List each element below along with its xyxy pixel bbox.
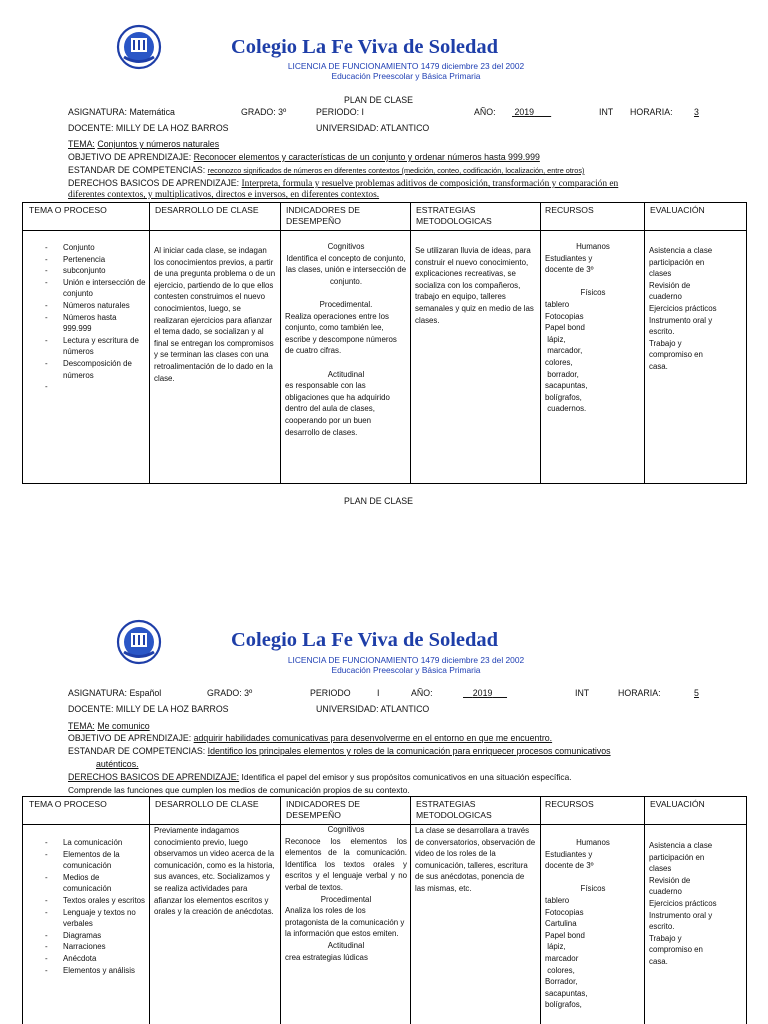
tema-value: Me comunico [97, 721, 150, 731]
docente-value: MILLY DE LA HOZ BARROS [115, 123, 229, 133]
grado-label: GRADO: [207, 688, 242, 698]
periodo-label: PERIODO [310, 688, 351, 698]
evaluacion-item: Asistencia a clase [649, 246, 713, 255]
estandar-label: ESTANDAR DE COMPETENCIAS: [68, 165, 206, 175]
list-item: - Conjunto [45, 243, 95, 252]
license-line: LICENCIA DE FUNCIONAMIENTO 1479 diciembre 23 del 2002 [287, 655, 525, 665]
temas-list [45, 837, 147, 976]
evaluacion-item: compromiso en [649, 945, 703, 955]
periodo-row [316, 107, 364, 118]
docente-label: DOCENTE: [68, 704, 114, 714]
objetivo-row [68, 152, 540, 163]
col-header-recursos: RECURSOS [545, 799, 594, 809]
list-item: - Números hasta 999.999 [45, 312, 117, 334]
recurso-item: docente de 3º [545, 265, 594, 275]
evaluacion-item: Asistencia a clase [649, 841, 713, 850]
recurso-item: docente de 3º [545, 861, 594, 871]
evaluacion-item: escrito. [649, 922, 675, 932]
grado-row [241, 107, 286, 118]
temas-list: - Conjunto - Pertenencia - subconjunto - Unión e intersección de conjunto - Números naturales - Números hasta 999.999 - Lectura y escritura de números - Descomposición de números - [45, 243, 146, 392]
col-header-desarrollo: DESARROLLO DE CLASE [155, 799, 259, 809]
list-item: - Diagramas [45, 930, 102, 940]
derechos-value-2: diferentes contextos, y multiplicativos, directos e inversos, en diferentes contextos. [68, 190, 380, 200]
evaluacion-item: compromiso en [649, 350, 703, 360]
evaluacion-block [649, 840, 745, 968]
col-header-indicadores: INDICADORES DE DESEMPEÑO [286, 799, 361, 820]
docente-label: DOCENTE: [68, 123, 114, 133]
evaluacion-item: Instrumento oral y [649, 910, 713, 920]
objetivo-label: OBJETIVO DE APRENDIZAJE: [68, 152, 192, 162]
recurso-item: marcador, [545, 346, 583, 356]
list-item: - Textos orales y escritos [45, 895, 146, 905]
ind-actitudinal-title: Actitudinal [327, 369, 365, 379]
estrategias-text: Se utilizaran lluvia de ideas, para construir el nuevo conocimiento, explicaciones recreativas, se socializa con los compañeros, trabajo en equipo, talleres semanales y quiz en medio de las clases. [415, 246, 534, 325]
evaluacion-item: Revisión de [649, 280, 691, 290]
docente-value: MILLY DE LA HOZ BARROS [115, 704, 229, 714]
derechos-value-1: Identifica el papel del emisor y sus propósitos comunicativos en una situación específica. [241, 772, 572, 782]
list-item: - Lectura y escritura de números [45, 335, 139, 357]
recurso-item: Estudiantes y [545, 253, 593, 263]
evaluacion-item: participación en [649, 852, 705, 862]
plan-title: PLAN DE CLASE [344, 95, 413, 105]
recurso-item: bolígrafos, [545, 1000, 582, 1010]
col-header-tema: TEMA O PROCESO [29, 799, 107, 809]
ind-procedimental-text: Realiza operaciones entre los conjunto, como también lee, escribe y descompone números de cuatro cifras. [285, 311, 397, 356]
col-header-desarrollo: DESARROLLO DE CLASE [155, 205, 259, 215]
col-header-evaluacion: EVALUACIÓN [650, 799, 705, 809]
col-header-indicadores: INDICADORES DE DESEMPEÑO [286, 205, 361, 226]
estrategias-text: La clase se desarrollara a través de conversatorios, observación de video de los roles de la comunicación, talleres, escritura de sus anécdotas, ponencia de las mismas, etc. [415, 826, 536, 893]
anio-value: 2019 [514, 107, 535, 117]
recurso-item: colores, [545, 965, 575, 975]
int-label: INT [599, 107, 614, 117]
list-item: - Narraciones [45, 942, 106, 952]
evaluacion-item: casa. [649, 361, 668, 371]
periodo-value: I [377, 688, 380, 698]
tema-row [68, 139, 219, 150]
list-item: - Números naturales [45, 300, 130, 310]
derechos-value-1: Interpreta, formula y resuelve problemas aditivos de composición, transformación y comparación en [241, 179, 619, 189]
ind-cognitivos-text: Reconoce los elementos los elementos de la comunicación. Identifica los textos orales y escritos y el lenguaje verbal y no verbal de textos. [285, 836, 407, 892]
evaluacion-item: Trabajo y [649, 338, 682, 348]
plan-table [22, 202, 747, 484]
tema-label: TEMA: [68, 721, 95, 731]
ind-actitudinal-text: crea estrategias lúdicas [285, 952, 368, 962]
recurso-item: marcador [545, 953, 579, 963]
recurso-item: Fotocopias [545, 907, 584, 917]
school-crest-logo [116, 24, 162, 70]
universidad-row [316, 123, 429, 134]
periodo-value: I [361, 107, 364, 117]
derechos-row [68, 178, 618, 190]
universidad-row [316, 704, 429, 715]
asignatura-row [68, 107, 175, 118]
evaluacion-item: participación en [649, 257, 705, 267]
ind-actitudinal-text: es responsable con las obligaciones que ha adquirido dentro del aula de clases, cooperando por un buen desarrollo de clases. [285, 381, 390, 437]
grado-value: 3º [244, 688, 253, 698]
evaluacion-item: cuaderno [649, 292, 682, 302]
docente-row [68, 704, 229, 715]
estandar-value-1: Identifico los principales elementos y roles de la comunicación para enriquecer procesos comunicativos [207, 746, 611, 756]
evaluacion-item: Ejercicios prácticos [649, 898, 717, 908]
rec-fisicos-title: Físicos [580, 288, 606, 298]
evaluacion-item: Trabajo y [649, 933, 682, 943]
anio-value: 2019 [472, 688, 493, 698]
anio-label: AÑO: [474, 107, 496, 117]
list-item: - Unión e intersección de conjunto [45, 277, 146, 299]
evaluacion-item: cuaderno [649, 887, 682, 897]
horaria-value: 3 [694, 107, 699, 117]
recurso-item: borrador, [545, 369, 579, 379]
estandar-row [68, 746, 611, 757]
derechos-label: DERECHOS BASICOS DE APRENDIZAJE: [68, 178, 240, 188]
ind-procedimental-text: Analiza los roles de los protagonista de la comunicación y la información que estos emiten. [285, 906, 405, 939]
recurso-item: Borrador, [545, 977, 578, 987]
recurso-item: sacapuntas, [545, 988, 588, 998]
recurso-item: lápiz, [545, 942, 566, 952]
list-item: - Descomposición de números [45, 358, 132, 380]
horaria-label: HORARIA: [618, 688, 661, 698]
recurso-item: Fotocopias [545, 311, 584, 321]
grado-value: 3º [278, 107, 287, 117]
rec-humanos-title: Humanos [576, 838, 610, 847]
desarrollo-text: Previamente indagamos conocimiento previo, luego observamos un video acerca de la comunicación, como es la historia, sus avances, etc. Socializamos y se realiza actividades para afianzar los elementos escritos y orales y la creación de anécdotas. [154, 826, 275, 917]
estandar-value: reconozco significados de números en diferentes contextos (medición, conteo, codificación, localización, entre otros) [207, 166, 585, 175]
evaluacion-block [649, 245, 745, 373]
objetivo-label: OBJETIVO DE APRENDIZAJE: [68, 733, 192, 743]
col-header-evaluacion: EVALUACIÓN [650, 205, 705, 215]
license-line: LICENCIA DE FUNCIONAMIENTO 1479 diciembre 23 del 2002 [287, 61, 525, 71]
col-header-tema: TEMA O PROCESO [29, 205, 107, 215]
derechos-label: DERECHOS BASICOS DE APRENDIZAJE: [68, 772, 240, 782]
list-item: - Elementos de la comunicación [45, 849, 120, 871]
asignatura-value: Español [129, 688, 162, 698]
indicadores-block [285, 824, 407, 963]
desarrollo-text: Al iniciar cada clase, se indagan los conocimientos previos, a partir de una pregunta problema o de un ejercicio, partiendo de lo que ellos contesten construimos el nuevo conocimientos, luego, se realizaran ejercicios para afianzar el tema dado, se socializan y al final se entregan los compromisos y se terminan las clases con una retroalimentación de lo dado en la clase. [154, 246, 276, 383]
plan-table [22, 796, 747, 1024]
ind-cognitivos-title: Cognitivos [327, 825, 365, 834]
evaluacion-item: escrito. [649, 327, 675, 337]
periodo-label: PERIODO: [316, 107, 360, 117]
plan-title-footer: PLAN DE CLASE [344, 496, 413, 506]
universidad-value: ATLANTICO [380, 704, 430, 714]
recurso-item: tablero [545, 895, 570, 905]
universidad-value: ATLANTICO [380, 123, 430, 133]
recurso-item: bolígrafos, [545, 392, 582, 402]
tema-label: TEMA: [68, 139, 95, 149]
evaluacion-item: clases [649, 269, 672, 279]
indicadores-block [285, 241, 407, 438]
ind-procedimental-title: Procedimental. [319, 299, 373, 309]
rec-fisicos-title: Físicos [580, 884, 606, 894]
recurso-item: cuadernos. [545, 404, 587, 414]
list-item: - subconjunto [45, 266, 106, 276]
list-item: - Anécdota [45, 953, 97, 963]
derechos-value-2: Comprende las funciones que cumplen los medios de comunicación propios de su contexto. [68, 785, 410, 795]
list-item: - Medios de comunicación [45, 872, 112, 894]
evaluacion-item: Instrumento oral y [649, 315, 713, 325]
grado-row [207, 688, 252, 699]
docente-row [68, 123, 229, 134]
levels-line: Educación Preescolar y Básica Primaria [331, 71, 481, 81]
school-crest-logo [116, 619, 162, 665]
estandar-label: ESTANDAR DE COMPETENCIAS: [68, 746, 206, 756]
objetivo-row [68, 733, 552, 744]
horaria-value: 5 [694, 688, 699, 698]
tema-value: Conjuntos y números naturales [97, 139, 220, 149]
recurso-item: Estudiantes y [545, 849, 593, 859]
col-header-estrategias: ESTRATEGIAS METODOLOGICAS [416, 799, 492, 820]
asignatura-row [68, 688, 161, 699]
asignatura-label: ASIGNATURA: [68, 107, 127, 117]
int-label: INT [575, 688, 590, 698]
recurso-item: tablero [545, 299, 570, 309]
col-header-recursos: RECURSOS [545, 205, 594, 215]
evaluacion-item: Revisión de [649, 875, 691, 885]
col-header-estrategias: ESTRATEGIAS METODOLOGICAS [416, 205, 492, 226]
anio-label: AÑO: [411, 688, 433, 698]
asignatura-label: ASIGNATURA: [68, 688, 127, 698]
recurso-item: Papel bond [545, 323, 585, 333]
recurso-item: Cartulina [545, 919, 577, 929]
recursos-block [545, 241, 641, 415]
ind-actitudinal-title: Actitudinal [327, 940, 365, 950]
recursos-block [545, 837, 641, 1011]
tema-row [68, 721, 150, 732]
horaria-label: HORARIA: [630, 107, 673, 117]
evaluacion-item: casa. [649, 956, 668, 966]
ind-cognitivos-text: Identifica el concepto de conjunto, las clases, unión e intersección de conjunto. [285, 253, 407, 286]
recurso-item: lápiz, [545, 334, 566, 344]
rec-humanos-title: Humanos [576, 242, 610, 251]
ind-procedimental-title: Procedimental [320, 894, 372, 904]
derechos-row [68, 772, 572, 783]
universidad-label: UNIVERSIDAD: [316, 123, 379, 133]
levels-line: Educación Preescolar y Básica Primaria [331, 665, 481, 675]
recurso-item: colores, [545, 357, 573, 367]
school-name: Colegio La Fe Viva de Soledad [231, 629, 499, 651]
evaluacion-item: clases [649, 864, 672, 874]
list-item: - Lenguaje y textos no verbales [45, 907, 136, 929]
estandar-value-2: auténticos. [96, 759, 139, 769]
grado-label: GRADO: [241, 107, 276, 117]
universidad-label: UNIVERSIDAD: [316, 704, 379, 714]
ind-cognitivos-title: Cognitivos [327, 242, 365, 251]
recurso-item: sacapuntas, [545, 381, 588, 391]
list-item: - Pertenencia [45, 254, 106, 264]
asignatura-value: Matemática [129, 107, 175, 117]
list-item: - Elementos y análisis [45, 965, 135, 975]
evaluacion-item: Ejercicios prácticos [649, 303, 717, 313]
estandar-row [68, 165, 584, 176]
objetivo-value: adquirir habilidades comunicativas para desenvolverme en el entorno en que me encuentro. [193, 733, 553, 743]
list-item: - La comunicación [45, 838, 123, 847]
school-name: Colegio La Fe Viva de Soledad [231, 36, 499, 58]
objetivo-value: Reconocer elementos y características de un conjunto y ordenar números hasta 999.999 [193, 152, 540, 162]
recurso-item: Papel bond [545, 930, 585, 940]
